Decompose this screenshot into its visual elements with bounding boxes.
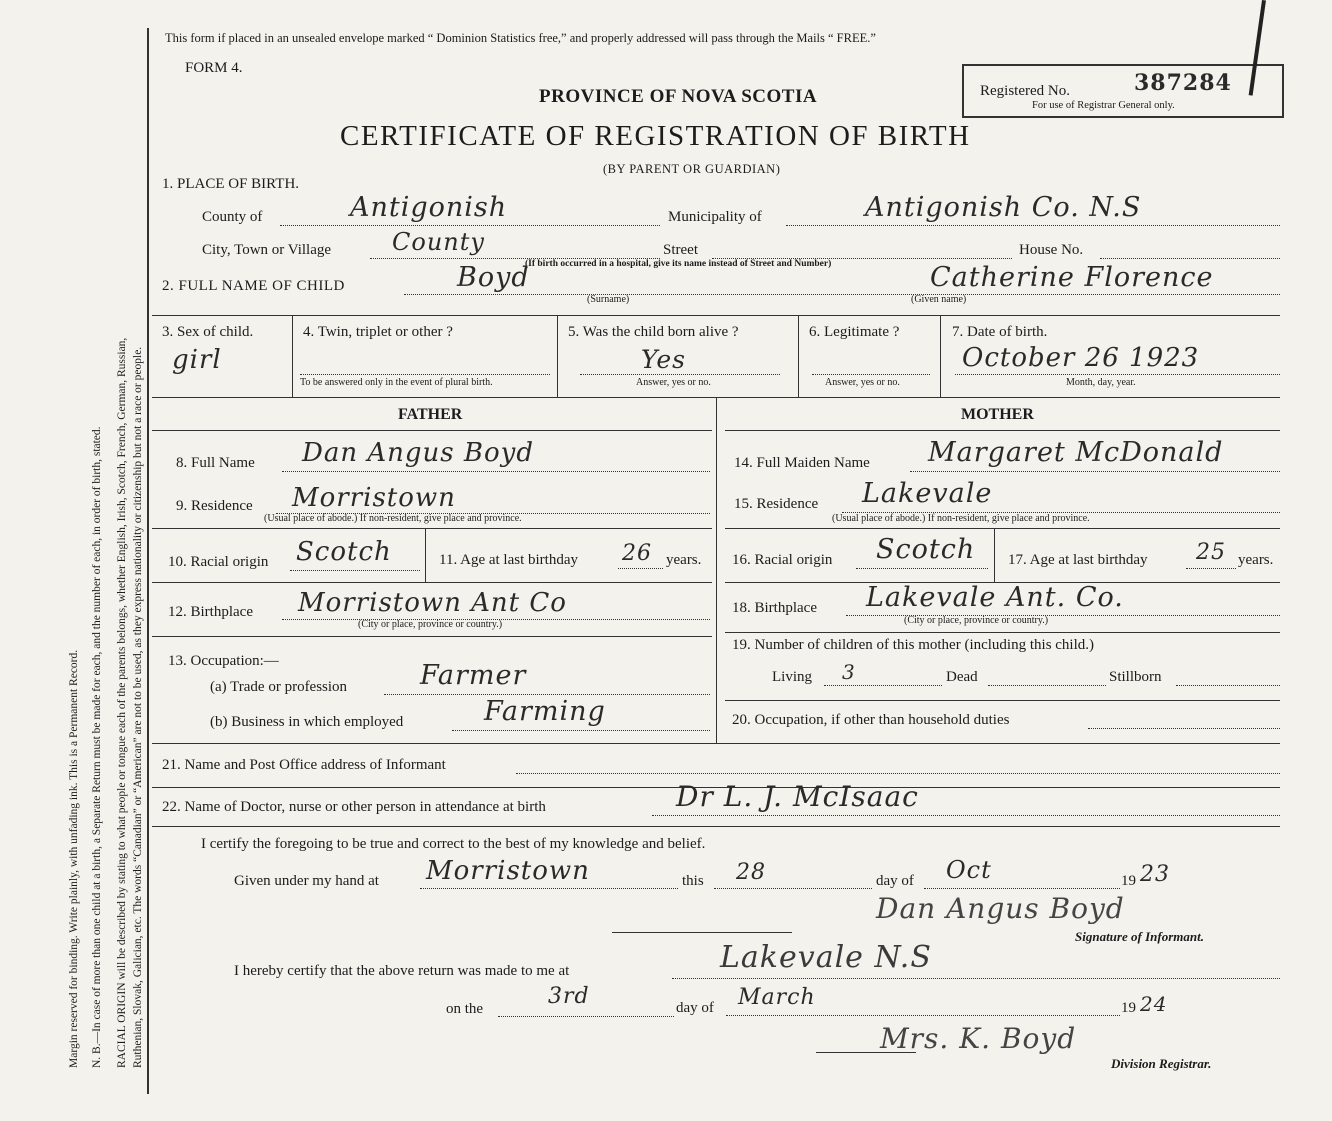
doctor-value: Dr L. J. McIsaac: [676, 780, 919, 813]
father-name-label: 8. Full Name: [176, 455, 255, 471]
living-label: Living: [772, 669, 812, 685]
trade-value: Farmer: [420, 660, 527, 691]
children-count-label: 19. Number of children of this mother (including this child.): [732, 637, 1095, 653]
mother-name-label: 14. Full Maiden Name: [734, 455, 870, 471]
father-birthplace-label: 12. Birthplace: [168, 604, 253, 620]
mother-race-label: 16. Racial origin: [732, 552, 833, 568]
father-race-label: 10. Racial origin: [168, 554, 269, 570]
doctor-label: 22. Name of Doctor, nurse or other person in attendance at birth: [162, 799, 546, 815]
municipality-label: Municipality of: [668, 209, 762, 225]
mother-heading: MOTHER: [961, 406, 1034, 423]
margin-text-4: Ruthenian, Slovak, Galician, etc. The words “Canadian” or “American” are not to be used, as they express nationality or citizenship but not a race or people.: [132, 346, 144, 1068]
county-value: Antigonish: [350, 192, 508, 223]
mother-occupation-label: 20. Occupation, if other than household duties: [732, 712, 1010, 728]
margin-text-1: Margin reserved for binding. Write plainly, with unfading ink. This is a Permanent Record.: [68, 649, 80, 1068]
county-line: [280, 225, 660, 226]
living-value: 3: [842, 660, 856, 684]
return-label: I hereby certify that the above return was made to me at: [234, 963, 570, 979]
father-residence: Morristown: [292, 483, 456, 513]
registrar-general-note: For use of Registrar General only.: [1032, 100, 1175, 111]
dob-value: October 26 1923: [962, 343, 1200, 373]
twin-note: To be answered only in the event of plural birth.: [300, 377, 493, 388]
father-name: Dan Angus Boyd: [302, 438, 534, 468]
city-label: City, Town or Village: [202, 242, 332, 258]
certificate-title: CERTIFICATE OF REGISTRATION OF BIRTH: [340, 120, 971, 152]
certificate-subtitle: (BY PARENT OR GUARDIAN): [603, 162, 781, 176]
registration-box: [962, 64, 1284, 118]
house-line: [1100, 258, 1280, 259]
return-year-prefix: 19: [1121, 1000, 1136, 1016]
mother-name: Margaret McDonald: [928, 437, 1224, 468]
signature-label: Signature of Informant.: [1075, 929, 1204, 944]
municipality-value: Antigonish Co. N.S: [865, 192, 1142, 223]
return-year: 24: [1140, 992, 1168, 1016]
given-year-prefix: 19: [1121, 873, 1136, 889]
mother-birthplace-label: 18. Birthplace: [732, 600, 817, 616]
certify-statement: I certify the foregoing to be true and correct to the best of my knowledge and belief.: [201, 836, 706, 852]
street-label: Street: [663, 242, 698, 258]
father-age: 26: [622, 541, 652, 566]
given-caption: (Given name): [911, 294, 967, 305]
business-label: (b) Business in which employed: [210, 714, 404, 730]
given-day: 28: [736, 860, 766, 885]
dead-label: Dead: [946, 669, 978, 685]
father-birthplace-note: (City or place, province or country.): [358, 619, 503, 630]
legitimate-note: Answer, yes or no.: [825, 377, 900, 388]
alive-label: 5. Was the child born alive ?: [568, 324, 739, 340]
dob-note: Month, day, year.: [1066, 377, 1136, 388]
legitimate-label: 6. Legitimate ?: [809, 324, 900, 340]
informant-label: 21. Name and Post Office address of Informant: [162, 757, 446, 773]
child-name-line: [404, 294, 1280, 295]
hospital-note: (If birth occurred in a hospital, give its name instead of Street and Number): [525, 259, 832, 269]
mother-residence: Lakevale: [862, 478, 993, 509]
mother-years: years.: [1238, 552, 1274, 568]
child-surname: Boyd: [457, 262, 530, 293]
given-month: Oct: [946, 856, 992, 884]
row-top-rule: [152, 315, 1280, 316]
father-age-label: 11. Age at last birthday: [439, 552, 578, 568]
mother-residence-label: 15. Residence: [734, 496, 819, 512]
registered-no-label: Registered No.: [980, 83, 1070, 99]
registrar-label: Division Registrar.: [1111, 1056, 1212, 1071]
house-label: House No.: [1019, 242, 1084, 258]
alive-value: Yes: [641, 345, 686, 374]
father-residence-label: 9. Residence: [176, 498, 253, 514]
child-given-name: Catherine Florence: [930, 262, 1214, 293]
mother-birthplace-note: (City or place, province or country.): [904, 615, 1049, 626]
mother-residence-note: (Usual place of abode.) If non-resident, give place and province.: [832, 513, 1090, 524]
alive-note: Answer, yes or no.: [636, 377, 711, 388]
dob-label: 7. Date of birth.: [952, 324, 1048, 340]
margin-rule: [147, 28, 149, 1094]
postal-notice: This form if placed in an unsealed envelope marked “ Dominion Statistics free,” and properly addressed will pass through the Mails “ FREE.”: [165, 31, 876, 45]
column-divider: [716, 397, 717, 743]
child-name-label: 2. FULL NAME OF CHILD: [162, 278, 345, 294]
father-years: years.: [666, 552, 702, 568]
form-number: FORM 4.: [185, 60, 243, 76]
given-year: 23: [1140, 862, 1170, 887]
sex-value: girl: [172, 345, 222, 375]
twin-label: 4. Twin, triplet or other ?: [303, 324, 453, 340]
informant-signature: Dan Angus Boyd: [876, 892, 1125, 925]
given-under-label: Given under my hand at: [234, 873, 379, 889]
return-day: 3rd: [548, 984, 590, 1009]
stillborn-label: Stillborn: [1109, 669, 1162, 685]
father-birthplace: Morristown Ant Co: [298, 588, 567, 618]
county-label: County of: [202, 209, 263, 225]
registered-number: 387284: [1134, 70, 1232, 96]
return-month: March: [738, 985, 816, 1010]
return-place: Lakevale N.S: [720, 940, 932, 975]
given-place: Morristown: [426, 856, 590, 886]
father-heading: FATHER: [398, 406, 463, 423]
occupation-label: 13. Occupation:—: [168, 653, 279, 669]
province-heading: PROVINCE OF NOVA SCOTIA: [539, 86, 818, 107]
mother-age-label: 17. Age at last birthday: [1008, 552, 1148, 568]
place-of-birth-heading: 1. PLACE OF BIRTH.: [162, 176, 300, 192]
return-day-of-label: day of: [676, 1000, 714, 1016]
day-of-label: day of: [876, 873, 914, 889]
margin-text-3: RACIAL ORIGIN will be described by stating to what people or tongue each of the parents belongs, whether English, Irish, Scotch, French, German, Russian,: [116, 337, 128, 1068]
trade-label: (a) Trade or profession: [210, 679, 348, 695]
on-the-label: on the: [446, 1001, 484, 1017]
municipality-line: [786, 225, 1280, 226]
father-residence-note: (Usual place of abode.) If non-resident, give place and province.: [264, 513, 522, 524]
surname-caption: (Surname): [587, 294, 630, 305]
margin-text-2: N. B.—In case of more than one child at a birth, a Separate Return must be made for each, and the number of each, in order of birth, stated.: [91, 426, 103, 1068]
city-value: County: [392, 228, 485, 256]
mother-age: 25: [1196, 540, 1226, 565]
father-race: Scotch: [296, 537, 392, 567]
mother-birthplace: Lakevale Ant. Co.: [866, 582, 1124, 613]
sex-label: 3. Sex of child.: [162, 324, 254, 340]
business-value: Farming: [484, 696, 606, 727]
this-label: this: [682, 873, 704, 889]
mother-race: Scotch: [876, 534, 976, 565]
registrar-signature: Mrs. K. Boyd: [880, 1022, 1077, 1055]
